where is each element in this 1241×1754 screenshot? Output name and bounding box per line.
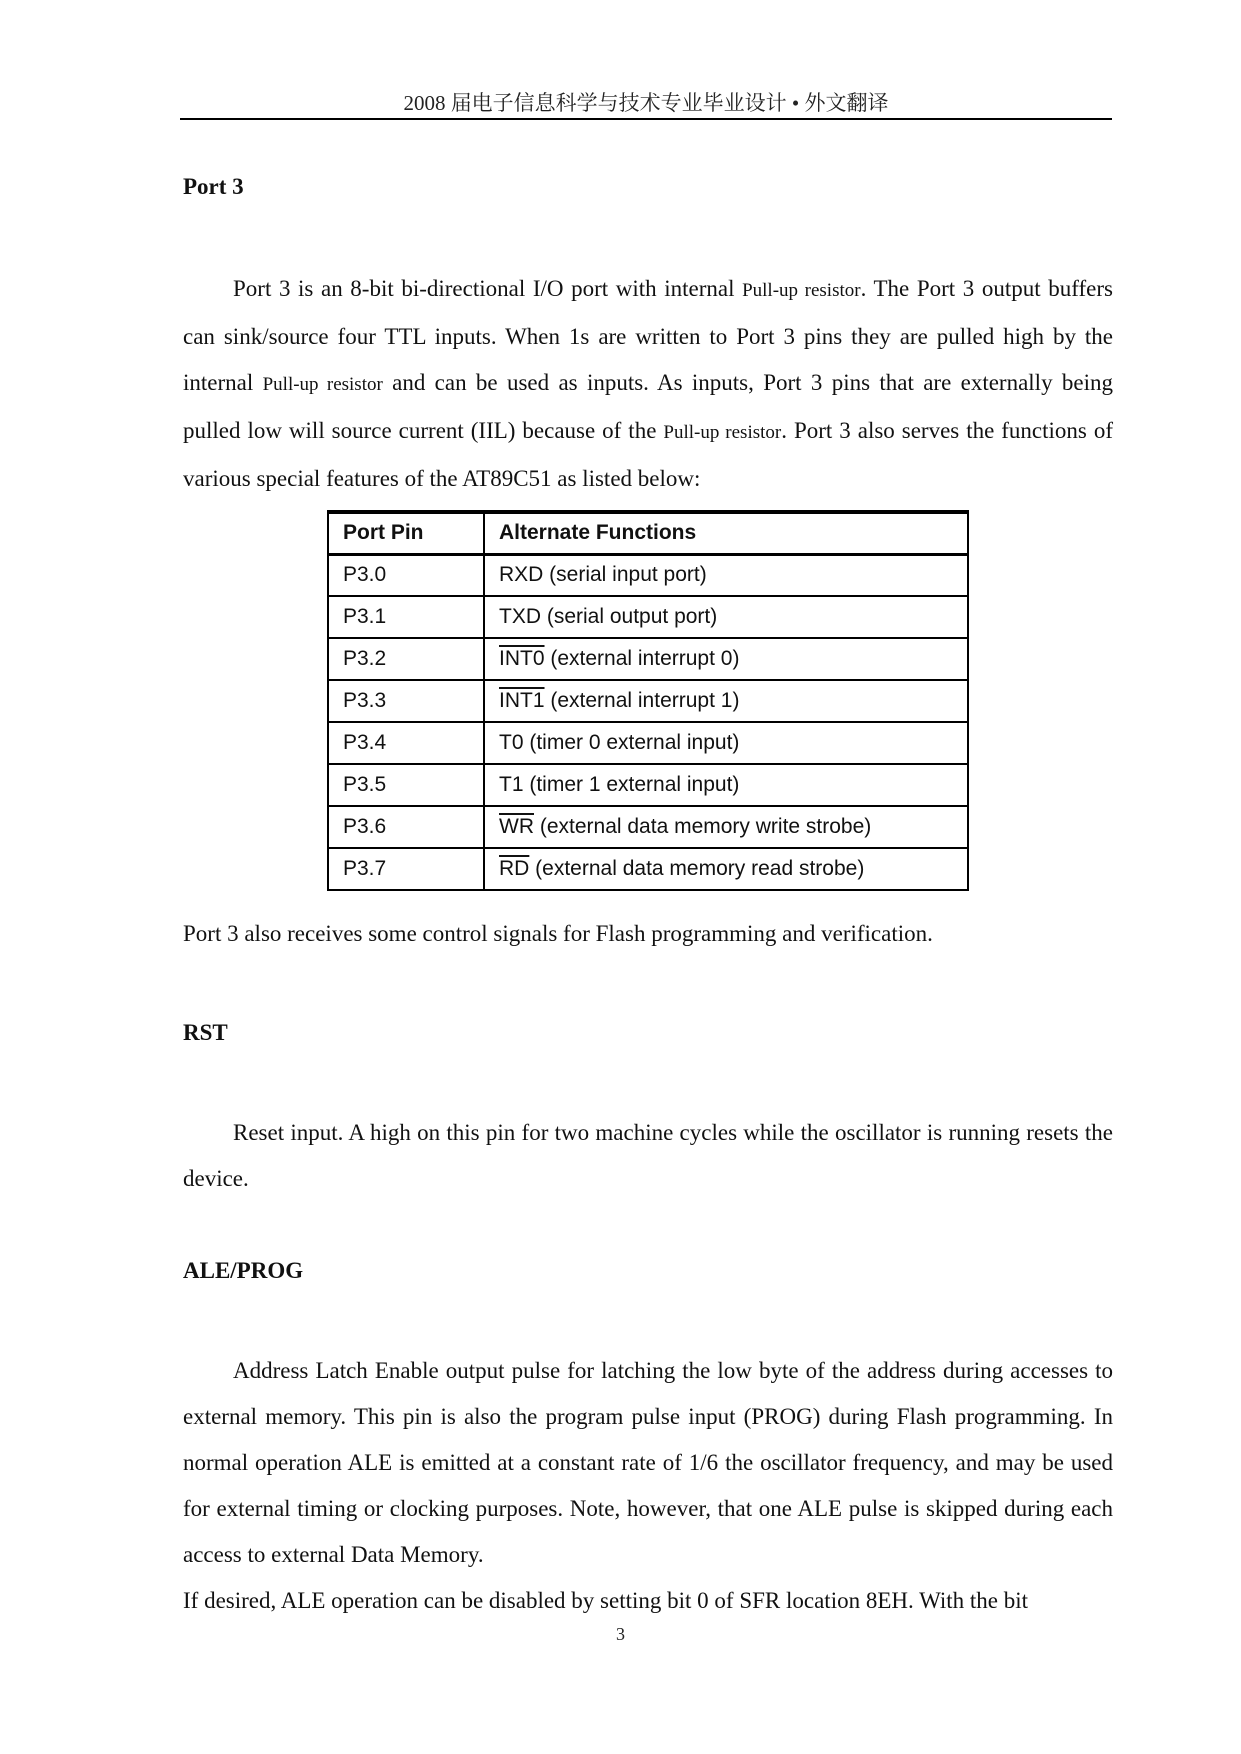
function-cell: TXD (serial output port) bbox=[484, 596, 968, 638]
active-low-signal: $\overline{WR}$ bbox=[499, 815, 534, 838]
pin-cell: P3.5 bbox=[328, 764, 484, 806]
table-row bbox=[328, 722, 968, 764]
table-row bbox=[328, 764, 968, 806]
function-cell: T1 (timer 1 external input) bbox=[484, 764, 968, 806]
active-low-signal: INT0 bbox=[499, 647, 545, 670]
function-cell: $\overline{RD}$ (external data memory read strobe) bbox=[484, 848, 968, 890]
function-cell: $\overline{WR}$ (external data memory write strobe) bbox=[484, 806, 968, 848]
pin-cell: P3.0 bbox=[328, 554, 484, 596]
active-low-signal: $\overline{RD}$ bbox=[499, 857, 530, 880]
port3-paragraph: Port 3 is an 8-bit bi-directional I/O port with internal Pull-up resistor. The Port 3 output buffers can sink/source four TTL inputs. When 1s are written to Port 3 pins they are pulled high by the internal Pull-up resistor and can be used as inputs. As inputs, Port 3 pins that are externally being pulled low will source current (IIL) because of the Pull-up resistor. Port 3 also serves the functions of various special features of the AT89C51 as listed below: bbox=[183, 276, 1113, 491]
function-cell: INT1 (external interrupt 1) bbox=[484, 680, 968, 722]
pin-cell: P3.2 bbox=[328, 638, 484, 680]
pin-cell: P3.3 bbox=[328, 680, 484, 722]
port3-alternate-functions-table bbox=[327, 510, 969, 891]
ale-paragraph-continued: If desired, ALE operation can be disabled by setting bit 0 of SFR location 8EH. With the bit bbox=[183, 1588, 1029, 1613]
column-header-alternate-functions: Alternate Functions bbox=[484, 512, 968, 554]
table-row bbox=[328, 596, 968, 638]
table-row bbox=[328, 638, 968, 680]
table-row bbox=[328, 554, 968, 596]
ale-heading: ALE/PROG bbox=[183, 1258, 304, 1283]
function-cell: INT0 (external interrupt 0) bbox=[484, 638, 968, 680]
function-cell: RXD (serial input port) bbox=[484, 554, 968, 596]
table-row bbox=[328, 848, 968, 890]
ale-paragraph: Address Latch Enable output pulse for latching the low byte of the address during accesses to external memory. This pin is also the program pulse input (PROG) during Flash programming. In normal operation ALE is emitted at a constant rate of 1/6 the oscillator frequency, and may be used for external timing or clocking purposes. Note, however, that one ALE pulse is skipped during each access to external Data Memory. bbox=[183, 1358, 1113, 1567]
pin-cell: P3.7 bbox=[328, 848, 484, 890]
page-number: 3 bbox=[616, 1624, 625, 1644]
pin-cell: P3.1 bbox=[328, 596, 484, 638]
table-header-row bbox=[328, 512, 968, 554]
port3-note-paragraph: Port 3 also receives some control signals for Flash programming and verification. bbox=[183, 921, 933, 946]
active-low-signal: INT1 bbox=[499, 689, 545, 712]
pin-cell: P3.6 bbox=[328, 806, 484, 848]
port3-heading: Port 3 bbox=[183, 174, 244, 199]
page-header: 2008 届电子信息科学与技术专业毕业设计 • 外文翻译 bbox=[403, 91, 889, 115]
rst-heading: RST bbox=[183, 1020, 228, 1045]
column-header-port-pin: Port Pin bbox=[328, 512, 484, 554]
table-row bbox=[328, 806, 968, 848]
table-row bbox=[328, 680, 968, 722]
header-rule bbox=[180, 118, 1112, 120]
pin-cell: P3.4 bbox=[328, 722, 484, 764]
rst-paragraph: Reset input. A high on this pin for two machine cycles while the oscillator is running resets the device. bbox=[183, 1120, 1113, 1191]
function-cell: T0 (timer 0 external input) bbox=[484, 722, 968, 764]
